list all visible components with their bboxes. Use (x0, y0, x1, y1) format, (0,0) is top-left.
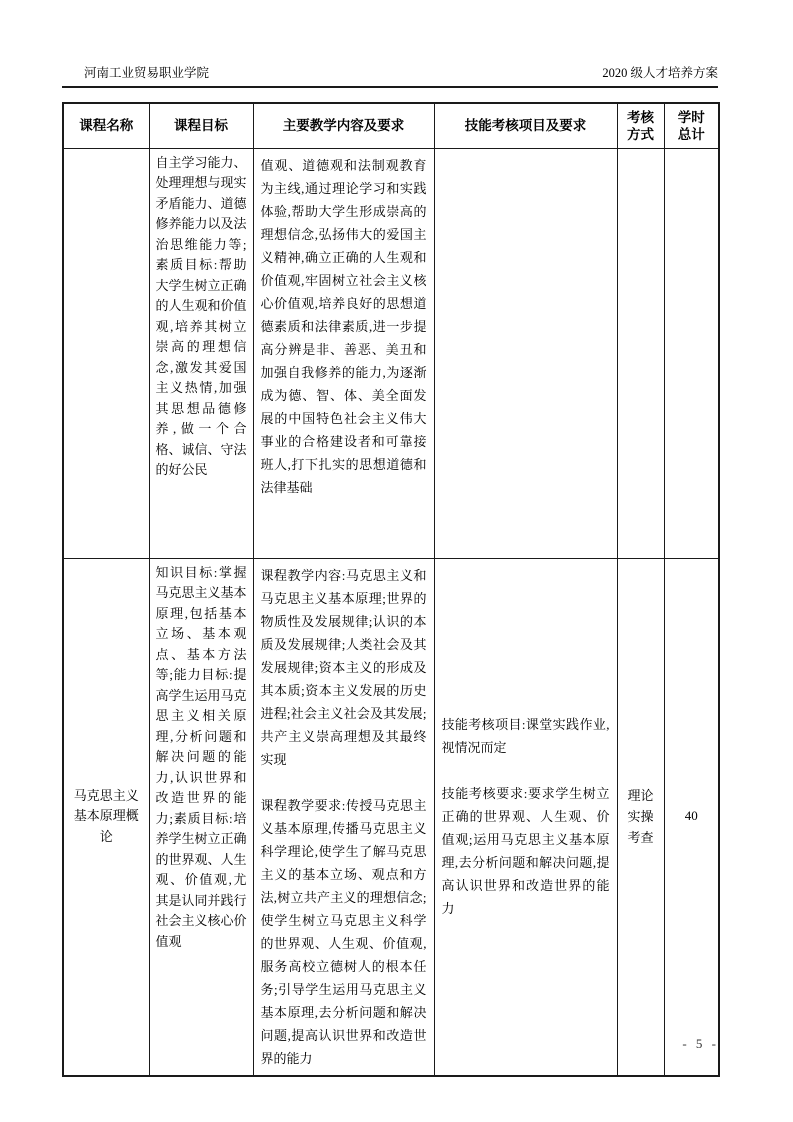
cell-course-name-row2: 马克思主义基本原理概论 (63, 558, 149, 1076)
assessment-method-line: 考查 (627, 830, 654, 845)
col-header-course-objectives: 课程目标 (149, 103, 253, 148)
col-header-assessment-method: 考核方式 (617, 103, 664, 148)
cell-objectives-row2: 知识目标:掌握马克思主义基本原理,包括基本立场、基本观点、基本方法等;能力目标:提高学生运用马克思主义相关原理,分析问题和解决问题的能力,认识世界和改造世界的能力;素质目标:培养学生树立正确的世界观、人生观、价值观,尤其是认同并践行社会主义核心价值观 (149, 558, 253, 1076)
table-row-marxism-course (63, 558, 719, 1076)
col-header-skills-assessment: 技能考核项目及要求 (434, 103, 617, 148)
teaching-requirements-paragraph: 课程教学要求:传授马克思主义基本原理,传播马克思主义科学理论,使学生了解马克思主义的基本立场、观点和方法,树立共产主义的理想信念;使学生树立马克思主义科学的世界观、人生观、价值观,服务高校立德树人的根本任务;引导学生运用马克思主义基本原理,去分析问题和解决问题,提高认识世界和改造世界的能力 (260, 797, 427, 1066)
col-header-total-hours: 学时总计 (664, 103, 719, 148)
cell-total-hours-row1 (664, 148, 719, 558)
header-doc-title: 2020 级人才培养方案 (602, 66, 718, 80)
cell-skills-assessment-row1 (434, 148, 617, 558)
page-running-header (62, 66, 718, 88)
assessment-method-line: 实操 (627, 809, 654, 824)
cell-skills-assessment-row2 (434, 558, 617, 1076)
curriculum-table (62, 102, 720, 1077)
cell-course-name-row1 (63, 148, 149, 558)
cell-total-hours-row2: 40 (664, 558, 719, 1076)
header-school-name: 河南工业贸易职业学院 (84, 66, 210, 80)
skills-assessment-items-paragraph: 技能考核项目:课堂实践作业,视情况而定 (441, 717, 610, 755)
cell-teaching-content-row2 (253, 558, 434, 1076)
teaching-content-paragraph: 课程教学内容:马克思主义和马克思主义基本原理;世界的物质性及发展规律;认识的本质及发展规律;人类社会及其发展规律;资本主义的形成及其本质;资本主义发展的历史进程;社会主义社会及其发展;共产主义崇高理想及其最终实现 (260, 567, 427, 767)
cell-assessment-method-row1 (617, 148, 664, 558)
cell-assessment-method-row2 (617, 558, 664, 1076)
skills-assessment-requirements-paragraph: 技能考核要求:要求学生树立正确的世界观、人生观、价值观;运用马克思主义基本原理,去分析问题和解决问题,提高认识世界和改造世界的能力 (441, 786, 610, 916)
assessment-method-line: 理论 (627, 788, 654, 803)
col-header-course-name: 课程名称 (63, 103, 149, 148)
cell-teaching-content-row1 (253, 148, 434, 558)
table-row-continuation (63, 148, 719, 558)
teaching-content-paragraph: 值观、道德观和法制观教育为主线,通过理论学习和实践体验,帮助大学生形成崇高的理想信念,弘扬伟大的爱国主义精神,确立正确的人生观和价值观,牢固树立社会主义核心价值观,培养良好的思想道德素质和法律素质,进一步提高分辨是非、善恶、美丑和加强自我修养的能力,为逐渐成为德、智、体、美全面发展的中国特色社会主义伟大事业的合格建设者和可靠接班人,打下扎实的思想道德和法律基础 (260, 157, 427, 495)
page-number: - 5 - (682, 1036, 719, 1051)
table-header-row (63, 103, 719, 148)
cell-objectives-row1: 自主学习能力、处理理想与现实矛盾能力、道德修养能力以及法治思维能力等;素质目标:帮助大学生树立正确的人生观和价值观,培养其树立崇高的理想信念,激发其爱国主义热情,加强其思想品德修养,做一个合格、诚信、守法的好公民 (149, 148, 253, 558)
col-header-teaching-content: 主要教学内容及要求 (253, 103, 434, 148)
